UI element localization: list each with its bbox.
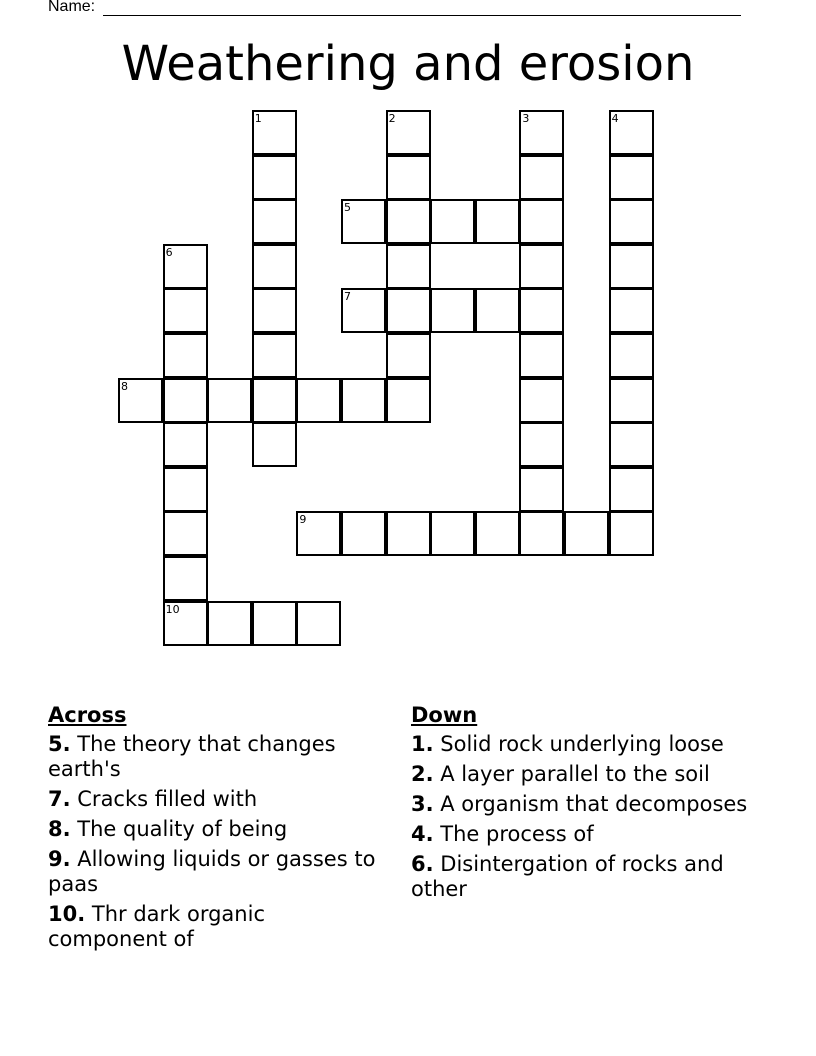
- grid-cell[interactable]: [519, 511, 564, 556]
- clue-number: 6: [165, 245, 173, 259]
- grid-cell[interactable]: [252, 601, 297, 646]
- grid-cell[interactable]: [341, 511, 386, 556]
- grid-cell[interactable]: [252, 244, 297, 289]
- grid-cell[interactable]: [519, 199, 564, 244]
- grid-cell[interactable]: [252, 199, 297, 244]
- grid-cell[interactable]: [386, 244, 431, 289]
- name-label: Name:: [48, 0, 96, 15]
- clue-number: 5: [344, 201, 351, 215]
- grid-cell[interactable]: [207, 378, 252, 423]
- grid-cell[interactable]: [252, 288, 297, 333]
- grid-cell[interactable]: [609, 244, 654, 289]
- grid-cell[interactable]: [163, 333, 208, 378]
- grid-cell[interactable]: [163, 378, 208, 423]
- grid-cell[interactable]: [386, 511, 431, 556]
- grid-cell[interactable]: [163, 511, 208, 556]
- grid-cell[interactable]: [163, 467, 208, 512]
- clue-number: 3: [522, 112, 530, 125]
- grid-cell[interactable]: [475, 511, 520, 556]
- down-heading: Down: [411, 703, 478, 727]
- grid-cell[interactable]: [386, 378, 431, 423]
- grid-cell[interactable]: [475, 199, 520, 244]
- grid-cell[interactable]: [207, 601, 252, 646]
- grid-cell[interactable]: [252, 155, 297, 200]
- across-clues: [48, 703, 388, 957]
- grid-cell[interactable]: [609, 155, 654, 200]
- grid-cell[interactable]: [163, 288, 208, 333]
- grid-cell[interactable]: [519, 422, 564, 467]
- grid-cell[interactable]: [609, 378, 654, 423]
- clue-down-1: 1. Solid rock underlying loose: [411, 732, 724, 756]
- grid-cell[interactable]: [609, 199, 654, 244]
- grid-cell[interactable]: [252, 422, 297, 467]
- clue-across-9: 9. Allowing liquids or gasses to paas: [48, 847, 376, 896]
- clue-across-8: 8. The quality of being: [48, 817, 288, 841]
- clue-number: 4: [611, 112, 619, 125]
- grid-cell[interactable]: [475, 288, 520, 333]
- clue-down-3: 3. A organism that decomposes: [411, 792, 748, 816]
- grid-cell[interactable]: [609, 333, 654, 378]
- grid-cell[interactable]: [519, 467, 564, 512]
- down-clues: [411, 703, 751, 907]
- grid-cell[interactable]: [163, 556, 208, 601]
- clue-number: 2: [388, 112, 396, 125]
- grid-cell[interactable]: [252, 378, 297, 423]
- puzzle-title: Weathering and erosion: [121, 36, 695, 92]
- grid-cell[interactable]: [609, 467, 654, 512]
- grid-cell[interactable]: [609, 422, 654, 467]
- clue-number: 1: [254, 112, 262, 125]
- grid-cell[interactable]: [296, 378, 341, 423]
- clue-number: 10: [165, 602, 180, 616]
- grid-cell[interactable]: [430, 511, 475, 556]
- grid-cell[interactable]: [386, 288, 431, 333]
- grid-cell[interactable]: [430, 199, 475, 244]
- grid-cell[interactable]: [386, 155, 431, 200]
- grid-cell[interactable]: [519, 378, 564, 423]
- grid-cell[interactable]: [430, 288, 475, 333]
- grid-cell[interactable]: [519, 155, 564, 200]
- grid-cell[interactable]: [519, 288, 564, 333]
- grid-cell[interactable]: [341, 378, 386, 423]
- grid-cell[interactable]: [163, 422, 208, 467]
- grid-cell[interactable]: [252, 333, 297, 378]
- across-heading: Across: [48, 703, 127, 727]
- grid-cell[interactable]: [386, 199, 431, 244]
- clue-down-2: 2. A layer parallel to the soil: [411, 762, 710, 786]
- grid-cell[interactable]: [564, 511, 609, 556]
- clue-across-7: 7. Cracks filled with: [48, 787, 258, 811]
- clue-across-10: 10. Thr dark organic component of: [48, 902, 265, 951]
- clue-number: 9: [299, 513, 307, 527]
- grid-cell[interactable]: [386, 333, 431, 378]
- grid-cell[interactable]: [519, 333, 564, 378]
- clue-down-6: 6. Disintergation of rocks and other: [411, 852, 724, 901]
- clue-number: 7: [344, 290, 351, 304]
- grid-cell[interactable]: [609, 288, 654, 333]
- clue-across-5: 5. The theory that changes earth's: [48, 732, 336, 781]
- grid-cell[interactable]: [609, 511, 654, 556]
- clue-number: 8: [121, 379, 128, 393]
- grid-cell[interactable]: [519, 244, 564, 289]
- clue-down-4: 4. The process of: [411, 822, 594, 846]
- grid-cell[interactable]: [296, 601, 341, 646]
